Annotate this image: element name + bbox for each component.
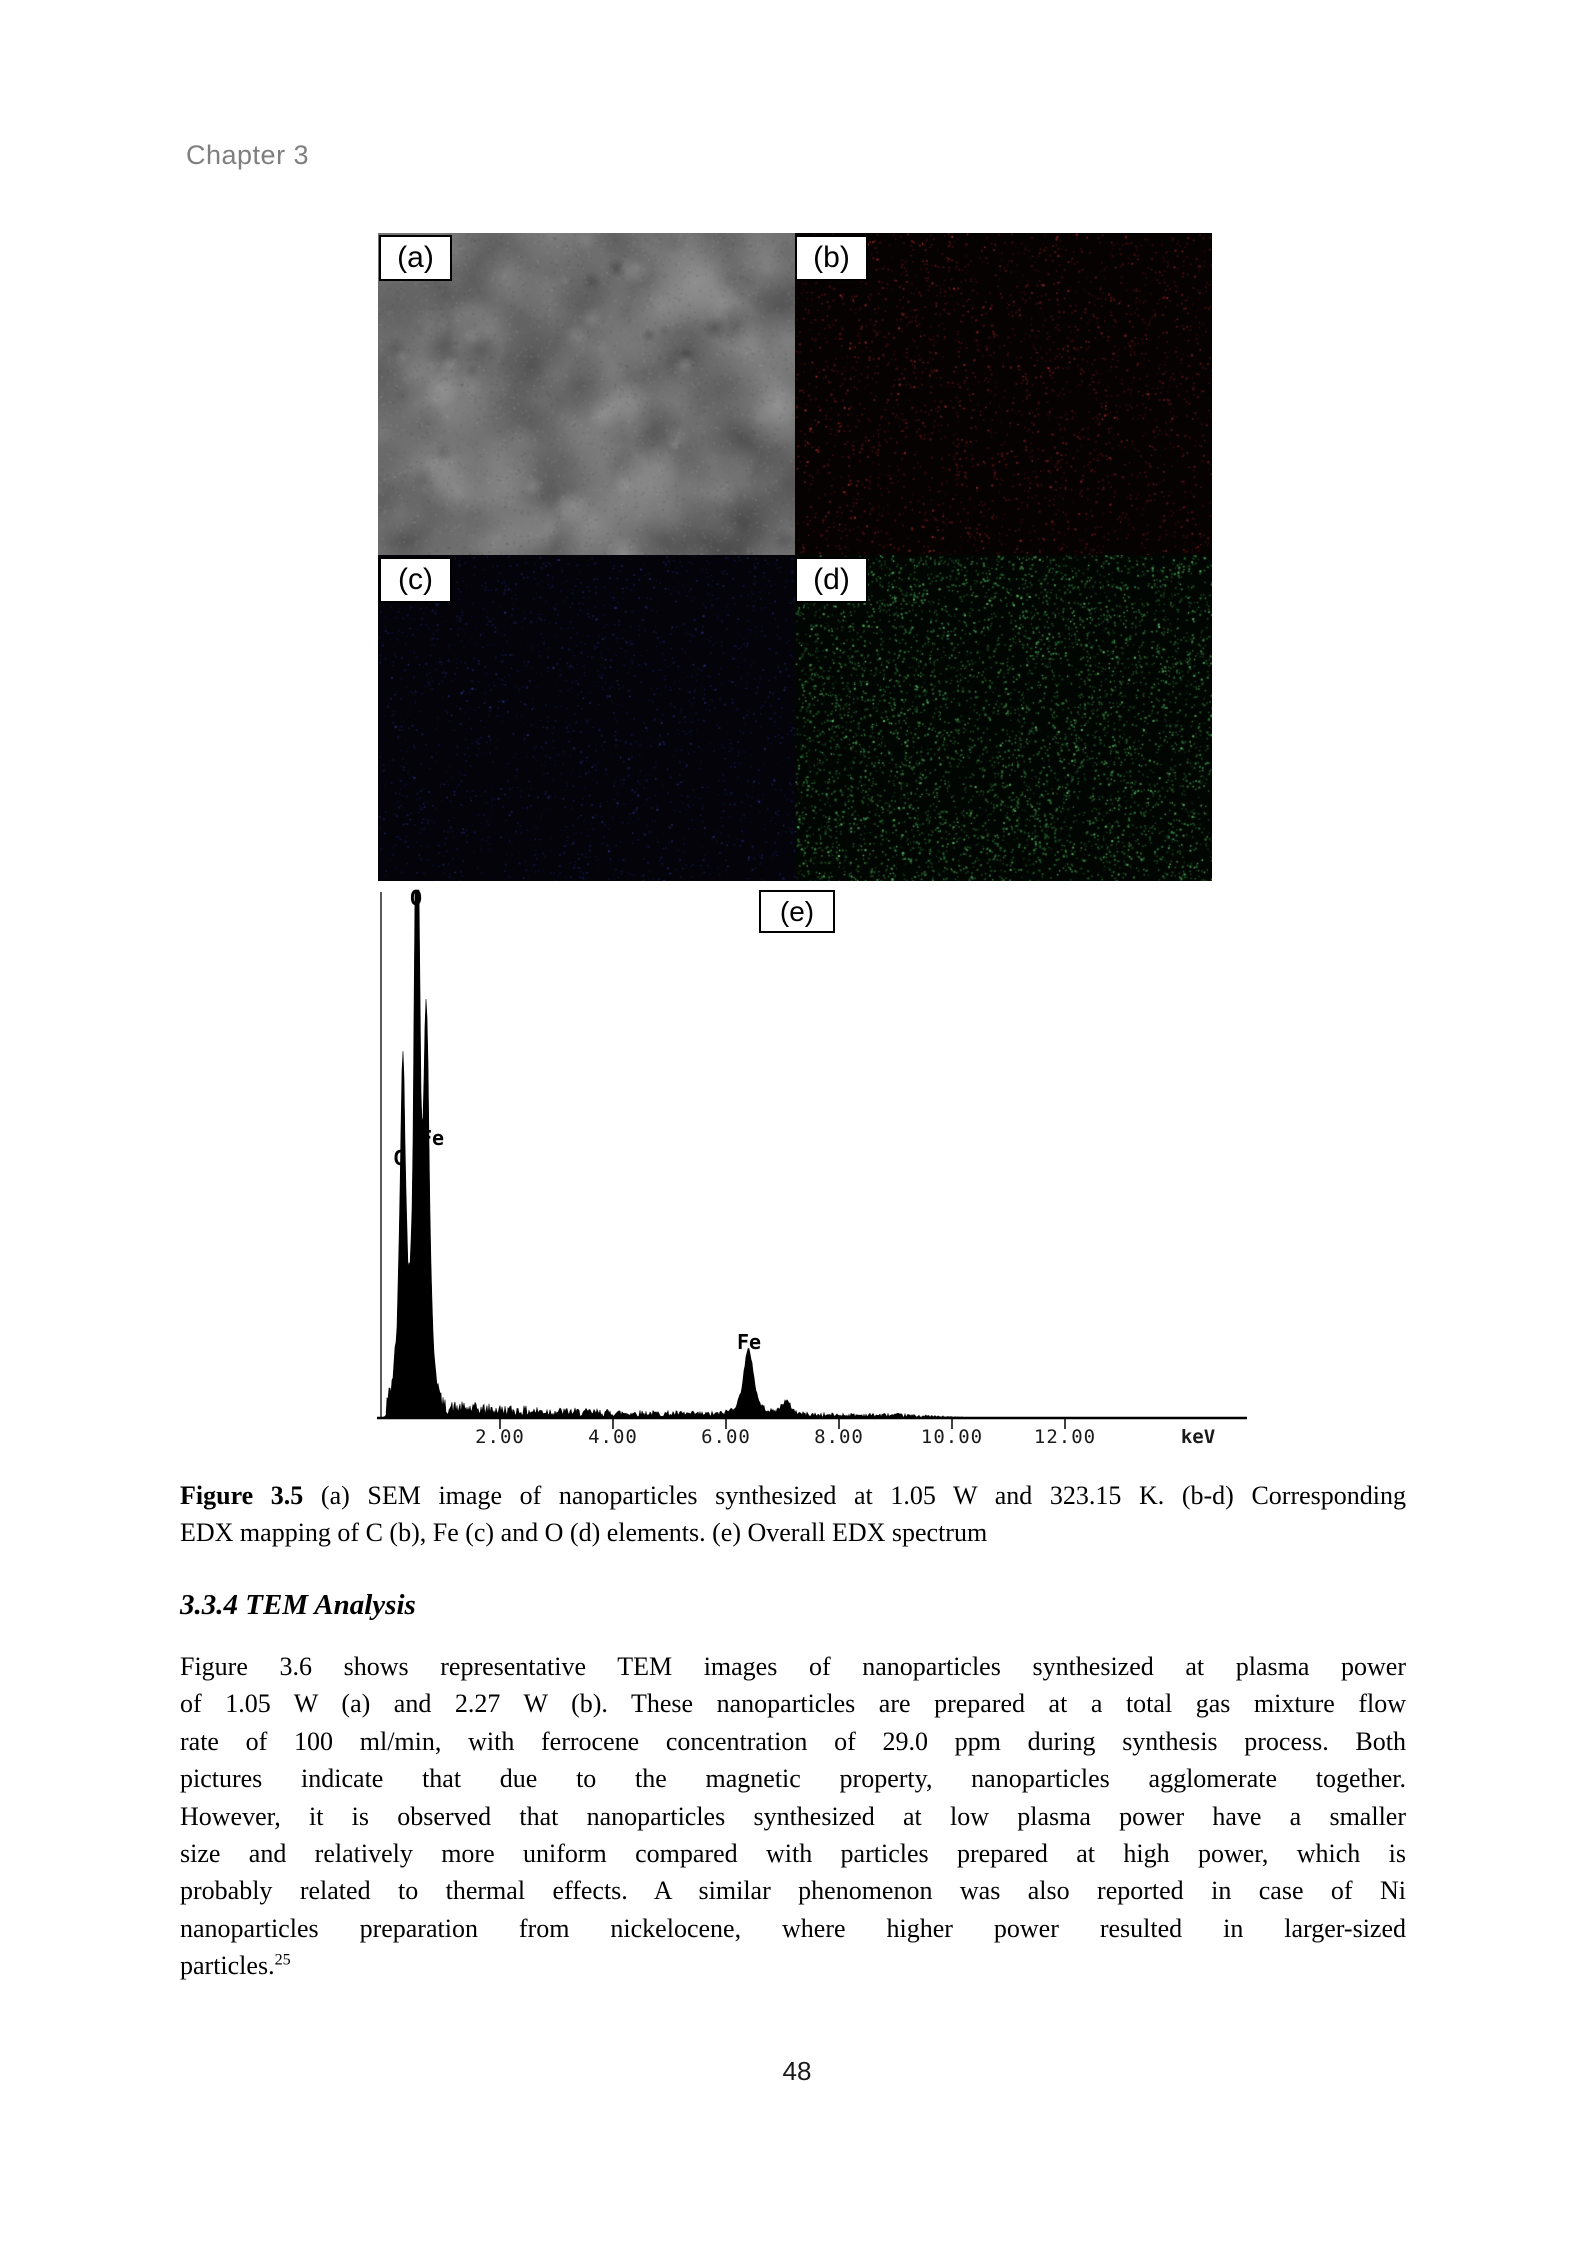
body-line: rate of 100 ml/min, with ferrocene concentration of 29.0 ppm during synthesis process. Both <box>180 1726 1406 1756</box>
edx-spectrum-chart <box>370 884 1260 1460</box>
edx-map-panel-b <box>795 233 1212 555</box>
footnote-reference: 25 <box>274 1951 291 1969</box>
sem-image-panel-a <box>378 233 795 555</box>
edx-spectrum-svg <box>370 884 1260 1460</box>
spectrum-area-path <box>383 890 1018 1418</box>
body-line: nanoparticles preparation from nickelocene, where higher power resulted in larger-sized <box>180 1913 1406 1943</box>
body-line-last <box>180 1951 1406 1988</box>
body-line: of 1.05 W (a) and 2.27 W (b). These nanoparticles are prepared at a total gas mixture flow <box>180 1689 1406 1719</box>
peak-label-fe-ka: Fe <box>736 1330 762 1354</box>
edx-map-c-canvas <box>795 233 1212 555</box>
edx-map-o-canvas <box>795 555 1212 881</box>
caption-line-2: EDX mapping of C (b), Fe (c) and O (d) elements. (e) Overall EDX spectrum <box>180 1518 988 1547</box>
figure-caption <box>180 1477 1406 1551</box>
x-tick-8: 8.00 <box>814 1426 864 1448</box>
panel-label-d: (d) <box>795 557 868 603</box>
page-number: 48 <box>782 2056 812 2086</box>
body-line: Figure 3.6 shows representative TEM images of nanoparticles synthesized at plasma power <box>180 1652 1406 1681</box>
body-line: probably related to thermal effects. A similar phenomenon was also reported in case of Ni <box>180 1876 1406 1906</box>
caption-figure-number: Figure 3.5 <box>180 1481 304 1510</box>
peak-leader-line-fe-ka <box>748 1356 750 1372</box>
x-tick-4: 4.00 <box>588 1426 638 1448</box>
x-tick-10: 10.00 <box>920 1426 984 1448</box>
body-line: pictures indicate that due to the magnetic property, nanoparticles agglomerate together. <box>180 1764 1406 1794</box>
section-heading: 3.3.4 TEM Analysis <box>180 1589 416 1621</box>
body-line: However, it is observed that nanoparticles synthesized at low plasma power have a smaller <box>180 1801 1406 1831</box>
peak-label-c: C <box>392 1146 406 1170</box>
edx-map-panel-c <box>378 555 795 881</box>
edx-map-panel-d <box>795 555 1212 881</box>
panel-label-b: (b) <box>795 235 868 281</box>
body-paragraph <box>180 1652 1406 1989</box>
body-last-line-text: particles. <box>180 1951 275 1981</box>
panel-label-a: (a) <box>379 235 452 281</box>
peak-label-o: O <box>409 886 423 910</box>
panel-label-e: (e) <box>759 890 835 933</box>
chapter-header: Chapter 3 <box>186 140 310 170</box>
edx-map-fe-canvas <box>378 555 795 881</box>
peak-label-fe-l: Fe <box>419 1126 445 1150</box>
x-tick-6: 6.00 <box>701 1426 751 1448</box>
caption-line-1 <box>180 1477 1406 1514</box>
figure-image-grid <box>378 233 1212 881</box>
caption-line1-text: (a) SEM image of nanoparticles synthesized at 1.05 W and 323.15 K. (b-d) Corresponding <box>303 1481 1406 1510</box>
x-tick-2: 2.00 <box>475 1426 525 1448</box>
panel-label-c: (c) <box>379 557 452 603</box>
x-axis-unit-label: keV <box>1180 1426 1216 1448</box>
sem-image-canvas <box>378 233 795 555</box>
x-tick-12: 12.00 <box>1033 1426 1097 1448</box>
body-line: size and relatively more uniform compared with particles prepared at high power, which is <box>180 1838 1406 1868</box>
